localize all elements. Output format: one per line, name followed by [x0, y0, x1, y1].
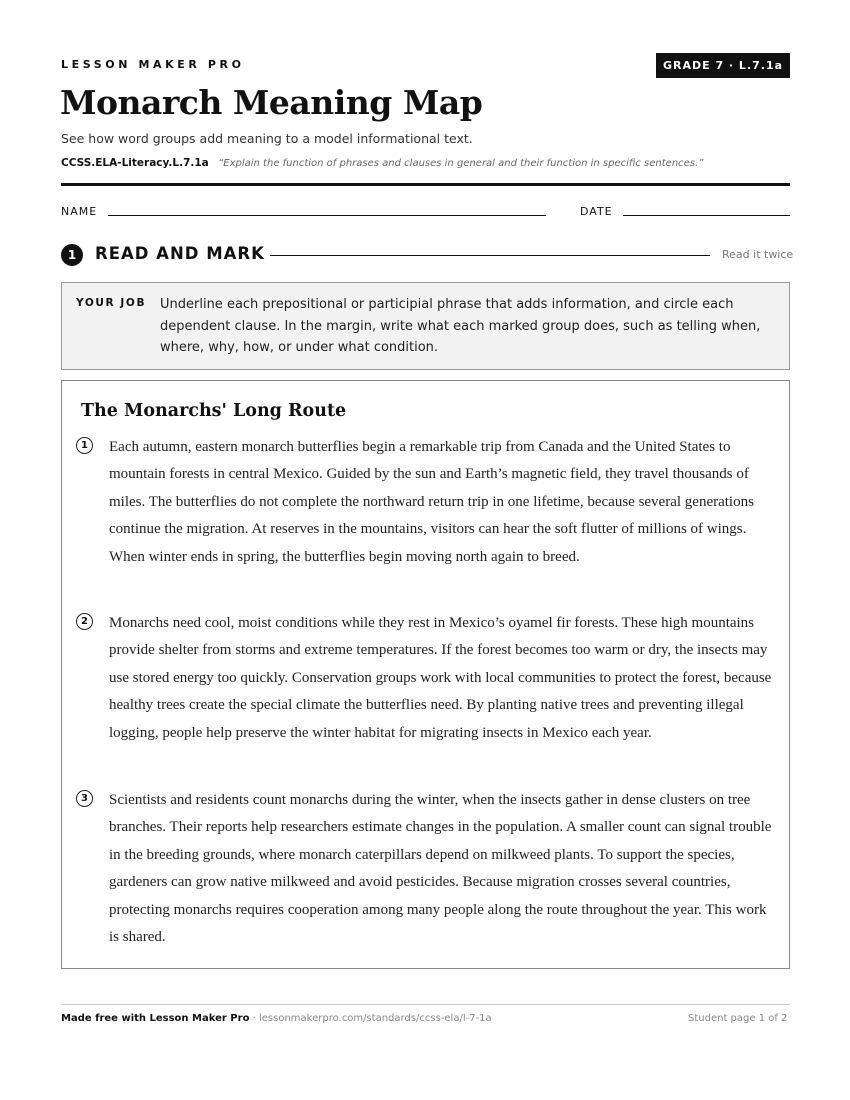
standard-quote: “Explain the function of phrases and clauses in general and their function in specific sentences.”	[218, 158, 704, 169]
standard-code: CCSS.ELA-Literacy.L.7.1a	[61, 157, 209, 169]
header-divider	[61, 183, 790, 186]
name-field-line[interactable]	[108, 215, 546, 216]
standard-line	[61, 157, 703, 169]
paragraph-number-badge: 3	[76, 790, 93, 807]
paragraph-number-badge: 2	[76, 613, 93, 630]
section-note: Read it twice	[722, 248, 794, 261]
passage-title: The Monarchs' Long Route	[81, 401, 347, 421]
grade-badge: GRADE 7 · L.7.1a	[656, 53, 790, 78]
instructions-label: YOUR JOB	[76, 297, 147, 309]
footer-url[interactable]: · lessonmakerpro.com/standards/ccss-ela/l-7-1a	[249, 1013, 492, 1024]
date-label: DATE	[580, 205, 613, 218]
passage-paragraph: Scientists and residents count monarchs during the winter, when the insects gather in dense clusters on tree branches. Their reports help researchers estimate changes in the population. A smaller count can signal trouble in the breeding grounds, where monarch caterpillars depend on milkweed plants. To support the species, gardeners can grow native milkweed and avoid pesticides. Because migration crosses several countries, protecting monarchs requires cooperation among many people along the route throughout the year. This work is shared.	[109, 792, 772, 946]
date-field-line[interactable]	[623, 215, 790, 216]
section-rule	[270, 255, 710, 256]
footer-credit	[61, 1013, 492, 1024]
brand-name: LESSON MAKER PRO	[61, 58, 245, 71]
paragraph-number-badge: 1	[76, 437, 93, 454]
instructions-text: Underline each prepositional or participial phrase that adds information, and circle each dependent clause. In the margin, write what each marked group does, such as telling when, where, why, how, or under what condition.	[160, 297, 761, 355]
section-number-badge: 1	[61, 244, 83, 266]
page-subtitle: See how word groups add meaning to a model informational text.	[61, 131, 473, 146]
footer-page-number: Student page 1 of 2	[688, 1013, 788, 1024]
footer-divider	[61, 1004, 790, 1005]
passage-paragraph: Each autumn, eastern monarch butterflies begin a remarkable trip from Canada and the United States to mountain forests in central Mexico. Guided by the sun and Earth’s magnetic field, they travel thousands of miles. The butterflies do not complete the northward return trip in one lifetime, because several generations continue the migration. At reserves in the mountains, visitors can hear the soft flutter of millions of wings. When winter ends in spring, the butterflies begin moving north again to breed.	[109, 439, 754, 565]
footer-made-with: Made free with Lesson Maker Pro	[61, 1013, 250, 1024]
name-label: NAME	[61, 205, 98, 218]
section-title: READ AND MARK	[95, 244, 265, 263]
passage-paragraph: Monarchs need cool, moist conditions while they rest in Mexico’s oyamel fir forests. These high mountains provide shelter from storms and extreme temperatures. If the forest becomes too warm or dry, the insects may use stored energy too quickly. Conservation groups work with local communities to protect the forest, because healthy trees create the special climate the butterflies need. By planting native trees and preventing illegal logging, people help preserve the winter habitat for migrating insects in Mexico each year.	[109, 615, 772, 741]
instructions-box	[61, 282, 790, 370]
passage-box	[61, 380, 790, 969]
page-title: Monarch Meaning Map	[60, 83, 483, 122]
